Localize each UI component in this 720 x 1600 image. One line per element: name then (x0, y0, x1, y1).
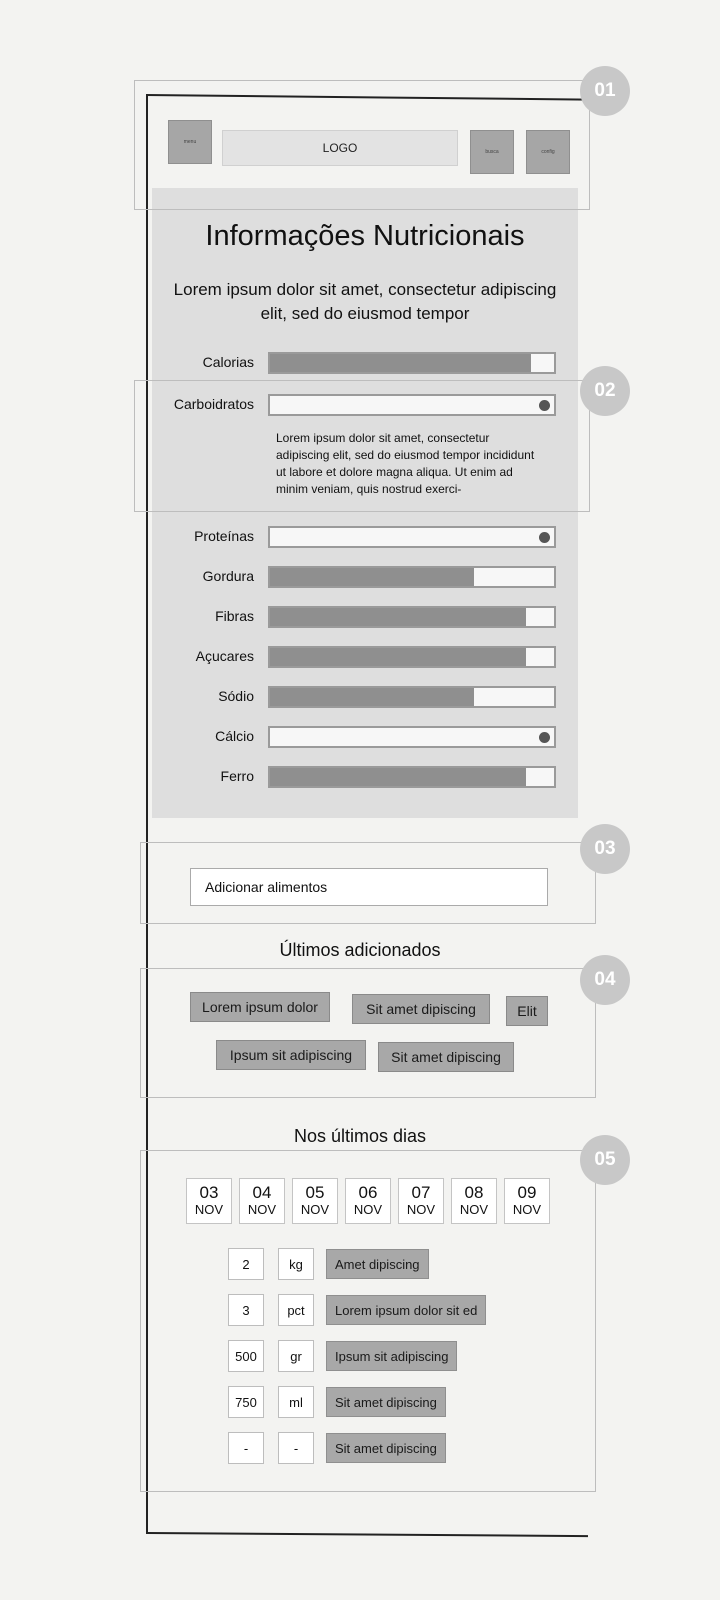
nutrient-bar-fill (270, 688, 474, 706)
entry-unit[interactable]: pct (278, 1294, 314, 1326)
nutrient-bar[interactable] (268, 686, 556, 708)
page-frame-bottom (148, 1532, 588, 1537)
recent-chip[interactable]: Lorem ipsum dolor (190, 992, 330, 1022)
day-card[interactable] (504, 1178, 550, 1224)
add-food-placeholder: Adicionar alimentos (205, 879, 328, 895)
day-card[interactable] (239, 1178, 285, 1224)
callout-badge-01: 01 (580, 66, 630, 116)
page-subtitle: Lorem ipsum dolor sit amet, consectetur adipiscing elit, sed do eiusmod tempor (173, 280, 557, 323)
history-title: Nos últimos dias (293, 1126, 427, 1146)
nutrient-label: Proteínas (194, 528, 254, 544)
entry-amount[interactable]: - (228, 1432, 264, 1464)
callout-badge-03: 03 (580, 824, 630, 874)
menu-label: menu (183, 139, 197, 145)
day-month: NOV (247, 1202, 277, 1217)
day-number: 03 (199, 1183, 219, 1202)
nutrient-label: Fibras (215, 608, 254, 624)
day-month: NOV (406, 1202, 436, 1217)
entry-unit[interactable]: ml (278, 1386, 314, 1418)
entry-food-name[interactable]: Ipsum sit adipiscing (326, 1341, 457, 1371)
entry-unit[interactable]: gr (278, 1340, 314, 1372)
recent-chip[interactable]: Sit amet dipiscing (378, 1042, 514, 1072)
entry-food-name[interactable]: Sit amet dipiscing (326, 1433, 446, 1463)
day-month: NOV (353, 1202, 383, 1217)
callout-frame-04 (140, 968, 596, 1098)
nutrient-bar[interactable] (268, 726, 556, 748)
callout-badge-04: 04 (580, 955, 630, 1005)
expand-dot-icon[interactable] (539, 532, 550, 543)
day-number: 08 (464, 1183, 484, 1202)
nutrient-bar[interactable] (268, 526, 556, 548)
entry-amount[interactable]: 750 (228, 1386, 264, 1418)
menu-button[interactable] (168, 120, 212, 164)
nutrient-bar[interactable] (268, 646, 556, 668)
search-button[interactable] (470, 130, 514, 174)
nutrient-bar-fill (270, 768, 526, 786)
nutrient-bar[interactable] (268, 766, 556, 788)
day-card[interactable] (292, 1178, 338, 1224)
config-label: config (541, 149, 555, 155)
nutrient-bar[interactable] (268, 606, 556, 628)
recent-chip[interactable]: Sit amet dipiscing (352, 994, 490, 1024)
nutrient-label: Açucares (195, 648, 254, 664)
callout-badge-05: 05 (580, 1135, 630, 1185)
nutrient-bar-fill (270, 648, 526, 666)
day-month: NOV (194, 1202, 224, 1217)
nutrient-label: Sódio (218, 688, 254, 704)
nutrient-label: Calorias (202, 354, 254, 370)
entry-unit[interactable]: - (278, 1432, 314, 1464)
recent-chip[interactable]: Elit (506, 996, 548, 1026)
expand-dot-icon[interactable] (539, 400, 550, 411)
add-food-input[interactable] (190, 868, 548, 906)
callout-badge-02: 02 (580, 366, 630, 416)
nutrient-description: Lorem ipsum dolor sit amet, consectetur adipiscing elit, sed do eiusmod tempor incididunt ut labore et dolore magna aliqua. Ut enim ad minim veniam, quis nostrud exerci- (276, 431, 535, 496)
day-number: 04 (252, 1183, 272, 1202)
nutrient-bar-fill (270, 608, 526, 626)
day-number: 05 (305, 1183, 325, 1202)
nutrient-label: Ferro (220, 768, 254, 784)
entry-food-name[interactable]: Lorem ipsum dolor sit ed (326, 1295, 486, 1325)
entry-food-name[interactable]: Amet dipiscing (326, 1249, 429, 1279)
expand-dot-icon[interactable] (539, 732, 550, 743)
entry-food-name[interactable]: Sit amet dipiscing (326, 1387, 446, 1417)
config-button[interactable] (526, 130, 570, 174)
day-month: NOV (300, 1202, 330, 1217)
day-card[interactable] (345, 1178, 391, 1224)
day-month: NOV (459, 1202, 489, 1217)
logo-placeholder (222, 130, 458, 166)
recent-title: Últimos adicionados (279, 940, 441, 960)
entry-amount[interactable]: 2 (228, 1248, 264, 1280)
entry-amount[interactable]: 500 (228, 1340, 264, 1372)
nutrient-bar[interactable] (268, 394, 556, 416)
nutrient-label: Gordura (202, 568, 254, 584)
day-number: 06 (358, 1183, 378, 1202)
nutrient-bar-fill (270, 354, 531, 372)
nutrient-bar-fill (270, 568, 474, 586)
search-label: busca (485, 149, 499, 155)
day-card[interactable] (186, 1178, 232, 1224)
logo-text: LOGO (322, 141, 358, 155)
nutrient-label: Cálcio (215, 728, 254, 744)
entry-amount[interactable]: 3 (228, 1294, 264, 1326)
day-card[interactable] (451, 1178, 497, 1224)
nutrient-bar[interactable] (268, 566, 556, 588)
page-title: Informações Nutricionais (205, 220, 525, 252)
day-number: 09 (517, 1183, 537, 1202)
recent-chip[interactable]: Ipsum sit adipiscing (216, 1040, 366, 1070)
nutrient-bar[interactable] (268, 352, 556, 374)
nutrient-label: Carboidratos (173, 396, 254, 412)
day-number: 07 (411, 1183, 431, 1202)
entry-unit[interactable]: kg (278, 1248, 314, 1280)
day-card[interactable] (398, 1178, 444, 1224)
day-month: NOV (512, 1202, 542, 1217)
